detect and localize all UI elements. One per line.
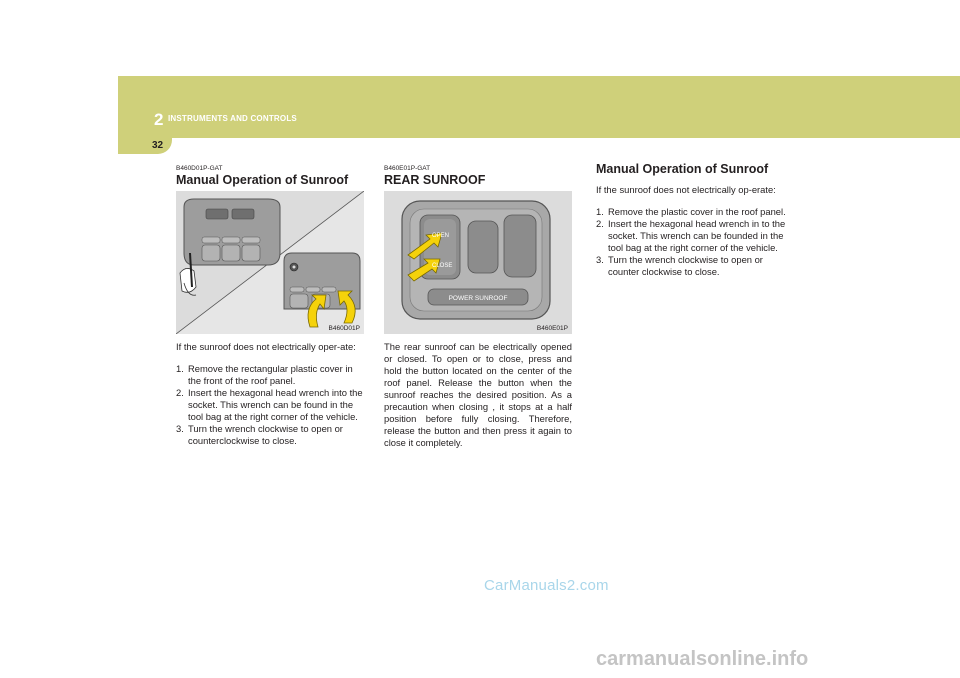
figure-rear-sunroof-switch <box>384 191 572 334</box>
section-heading: Manual Operation of Sunroof <box>176 173 349 187</box>
section-intro: If the sunroof does not electrically op-erate: <box>596 184 776 195</box>
list-item: 3. Turn the wrench clockwise to open or counter clockwise to close. <box>596 254 763 277</box>
chapter-number: 2 <box>154 110 164 129</box>
figure-label: B460E01P <box>536 325 568 332</box>
page-number: 32 <box>152 140 164 151</box>
section-body: The rear sunroof can be electrically opened or closed. To open or to close, press and hold the button located on the center of the roof panel. Release the button when the sunroof reaches the desired position. As a precaution when closing , it stops at a half position before fully closing. Therefore, release the button and then press it again to close it completely. <box>384 341 572 448</box>
section-manual-operation-rear <box>596 162 786 278</box>
list-item: 2. Insert the hexagonal head wrench into the socket. This wrench can be found in the tool bag at the right corner of the vehicle. <box>176 387 363 422</box>
section-code: B460E01P-GAT <box>384 165 431 172</box>
watermark-link[interactable]: CarManuals2.com <box>484 577 609 594</box>
list-item: 2. Insert the hexagonal head wrench in to the socket. This wrench can be founded in the tool bag at the right corner of the vehicle. <box>596 218 786 253</box>
chapter-header-band <box>118 76 960 138</box>
section-code: B460D01P-GAT <box>176 165 223 172</box>
list-item: 3. Turn the wrench clockwise to open or counterclockwise to close. <box>176 423 343 446</box>
section-heading: REAR SUNROOF <box>384 173 486 187</box>
figure-label: B460D01P <box>328 325 360 332</box>
figure-front-sunroof-manual <box>176 191 364 334</box>
list-item: 1. Remove the plastic cover in the roof panel. <box>596 206 786 217</box>
rear-sunroof-switch-illustration <box>384 191 572 334</box>
front-console-illustration <box>176 191 364 334</box>
footer-site-mark: carmanualsonline.info <box>596 648 809 670</box>
section-heading: Manual Operation of Sunroof <box>596 162 769 176</box>
page-number-tab <box>118 138 172 154</box>
section-rear-sunroof <box>384 160 572 449</box>
section-intro: If the sunroof does not electrically oper-ate: <box>176 341 356 352</box>
power-sunroof-label: POWER SUNROOF <box>448 295 508 302</box>
close-label: CLOSE <box>432 263 453 269</box>
chapter-title: INSTRUMENTS AND CONTROLS <box>168 114 297 123</box>
open-label: OPEN <box>432 233 450 239</box>
steps-list <box>596 206 786 278</box>
section-manual-operation-front <box>176 160 364 447</box>
list-item: 1. Remove the rectangular plastic cover in the front of the roof panel. <box>176 363 353 386</box>
steps-list <box>176 363 364 447</box>
